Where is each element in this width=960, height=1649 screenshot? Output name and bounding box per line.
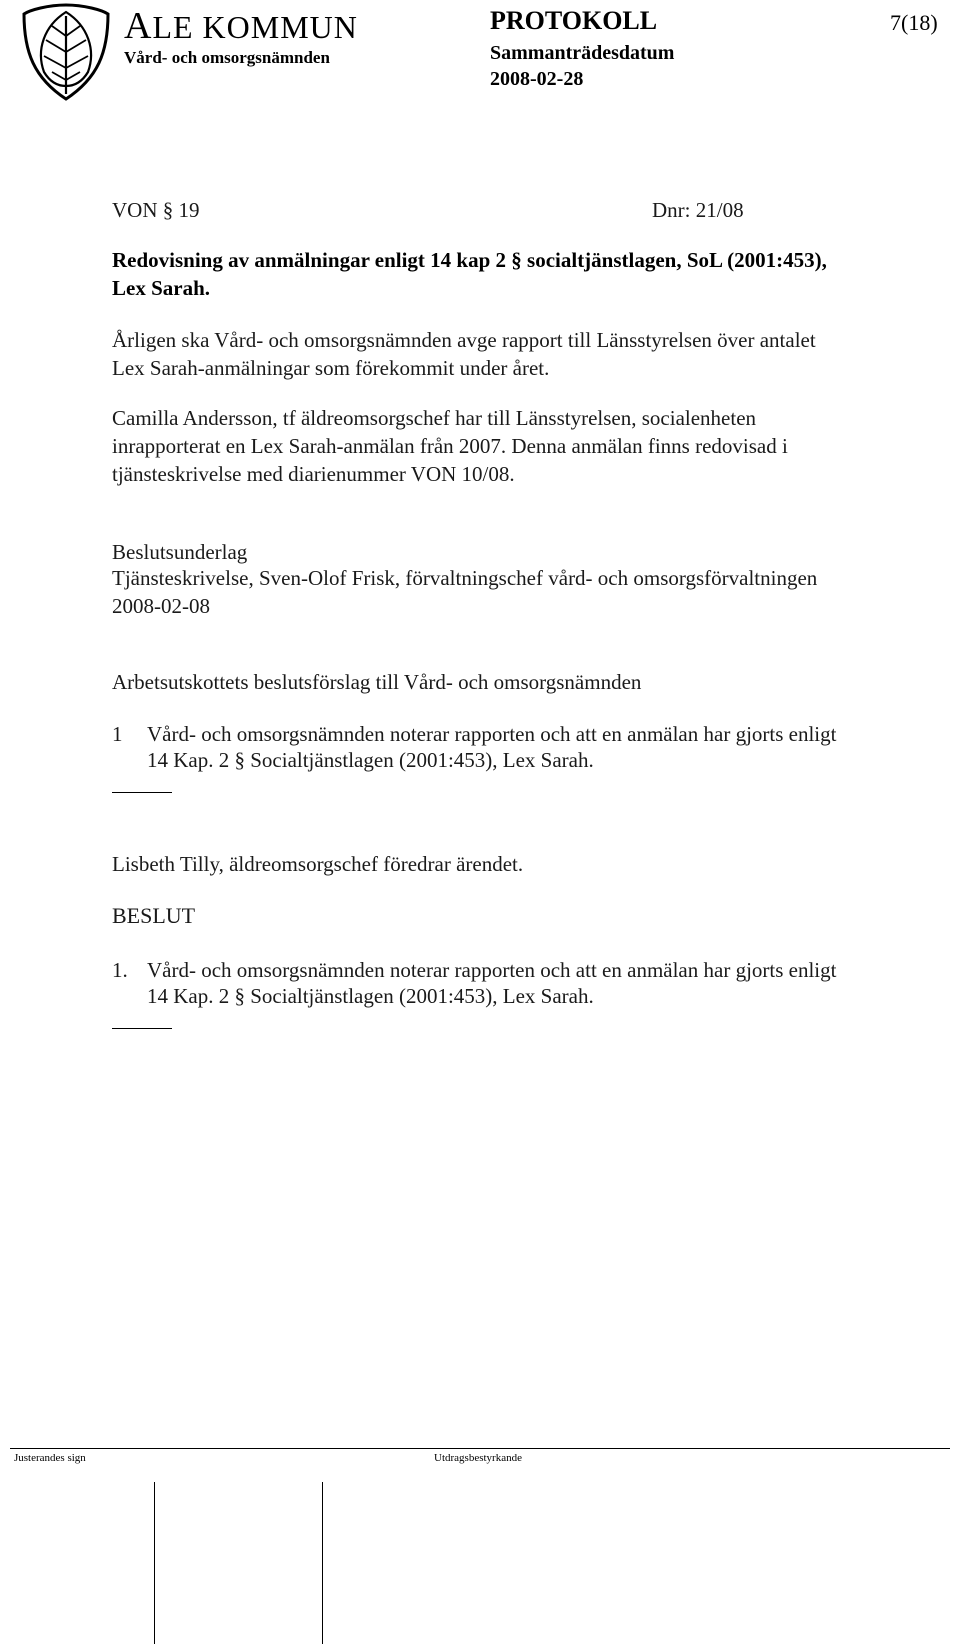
organization-name-rest: LE KOMMUN [152, 9, 358, 45]
meeting-date-label: Sammanträdesdatum [490, 42, 675, 64]
leaf-shield-icon [20, 2, 112, 102]
decision-heading: BESLUT [112, 903, 196, 928]
decision-item-line1: Vård- och omsorgsnämnden noterar rapporten och att en anmälan har gjorts enligt [147, 958, 837, 982]
footer-rule [10, 1448, 950, 1449]
proposal-item-line2: 14 Kap. 2 § Socialtjänstlagen (2001:453), Lex Sarah. [147, 748, 594, 772]
organization-initial: A [124, 5, 153, 47]
paragraph-2-line2: inrapporterat en Lex Sarah-anmälan från 2007. Denna anmälan finns redovisad i [112, 434, 788, 458]
meeting-date: 2008-02-28 [490, 68, 584, 90]
proposal-item-line1: Vård- och omsorgsnämnden noterar rapporten och att en anmälan har gjorts enligt [147, 722, 837, 746]
case-title-line2: Lex Sarah. [112, 276, 211, 300]
paragraph-2-line1: Camilla Andersson, tf äldreomsorgschef har till Länsstyrelsen, socialenheten [112, 406, 757, 430]
page-number: 7(18) [890, 10, 938, 35]
municipality-logo [20, 2, 112, 102]
committee-name: Vård- och omsorgsnämnden [124, 48, 330, 67]
section-divider [112, 792, 172, 793]
paragraph-2-line3: tjänsteskrivelse med diarienummer VON 10/08. [112, 462, 515, 486]
paragraph-1-line1: Årligen ska Vård- och omsorgsnämnden avge rapport till Länsstyrelsen över antalet [112, 328, 816, 352]
section-divider [112, 1028, 172, 1029]
case-title-line1: Redovisning av anmälningar enligt 14 kap 2 § socialtjänstlagen, SoL (2001:453), [112, 248, 827, 272]
decision-item-number: 1. [112, 958, 128, 982]
paragraph-1-line2: Lex Sarah-anmälningar som förekommit under året. [112, 356, 550, 380]
basis-document: Tjänsteskrivelse, Sven-Olof Frisk, förvaltningschef vård- och omsorgsförvaltningen [112, 566, 818, 590]
presenter-note: Lisbeth Tilly, äldreomsorgschef föredrar ärendet. [112, 852, 524, 876]
proposal-item-number: 1 [112, 722, 123, 746]
decision-item-line2: 14 Kap. 2 § Socialtjänstlagen (2001:453), Lex Sarah. [147, 984, 594, 1008]
signature-box-divider [322, 1482, 323, 1644]
organization-name [124, 4, 358, 48]
document-type: PROTOKOLL [490, 6, 658, 35]
signature-box-divider [154, 1482, 155, 1644]
basis-heading: Beslutsunderlag [112, 540, 248, 564]
footer-certification-label: Utdragsbestyrkande [434, 1452, 522, 1464]
footer-signature-label: Justerandes sign [14, 1452, 86, 1464]
case-reference: VON § 19 [112, 198, 200, 222]
basis-date: 2008-02-08 [112, 594, 210, 618]
registration-number: Dnr: 21/08 [652, 198, 744, 222]
proposal-heading: Arbetsutskottets beslutsförslag till Vård- och omsorgsnämnden [112, 670, 642, 694]
